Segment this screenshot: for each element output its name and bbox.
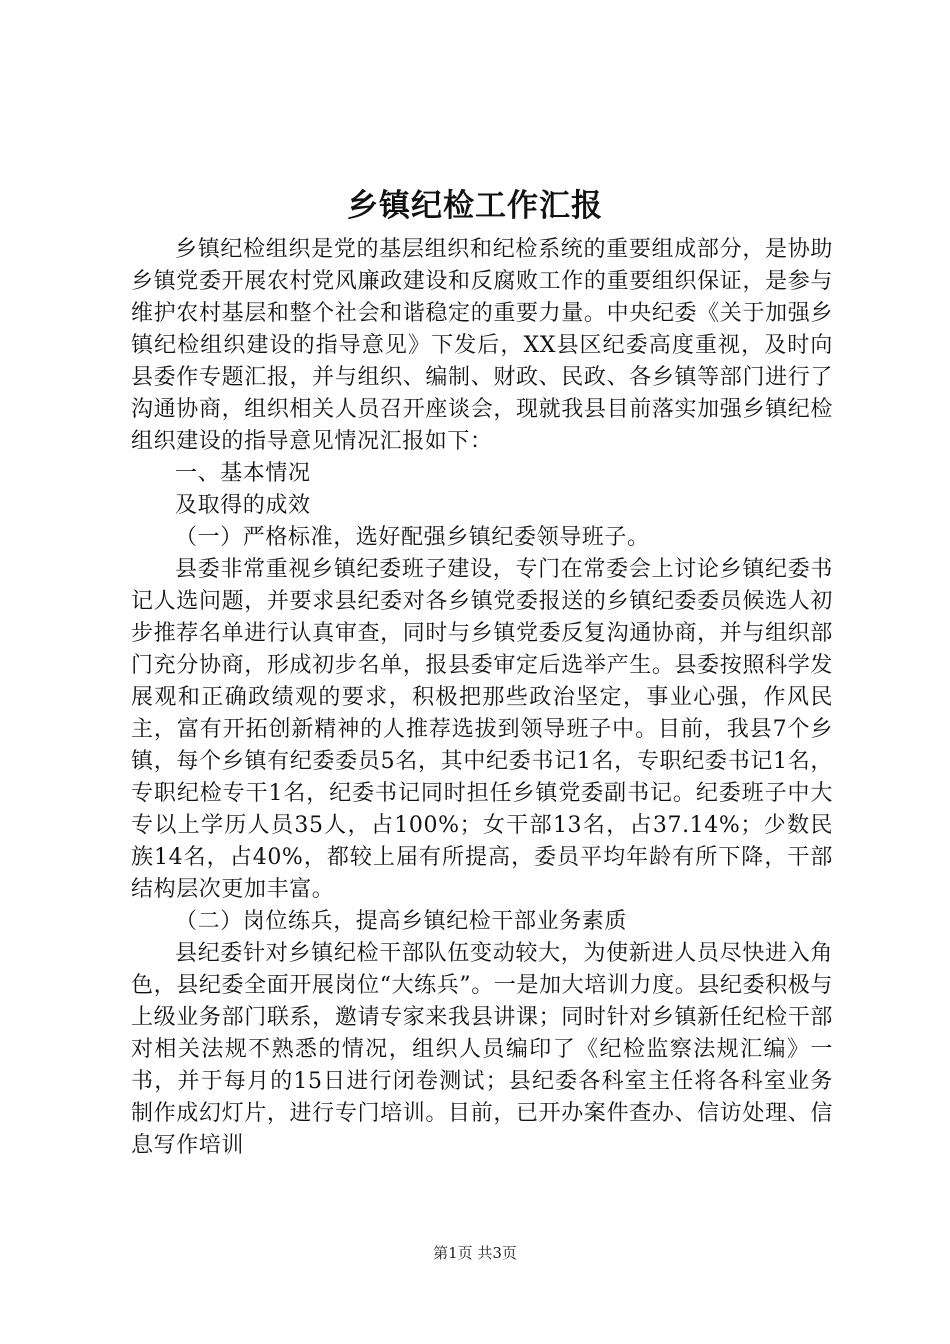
subsection-1-2-paragraph: 县纪委针对乡镇纪检干部队伍变动较大，为使新进人员尽快进入角色，县纪委全面开展岗位“大练兵”。一是加大培训力度。县纪委积极与上级业务部门联系，邀请专家来我县讲课；同时针对乡镇新任纪检干部对相关法规不熟悉的情况，组织人员编印了《纪检监察法规汇编》一书，并于每月的15日进行闭卷测试；县纪委各科室主任将各科室业务制作成幻灯片，进行专门培训。目前，已开办案件查办、信访处理、信息写作培训 bbox=[131, 941, 833, 1158]
subsection-1-1-paragraph: 县委非常重视乡镇纪委班子建设，专门在常委会上讨论乡镇纪委书记人选问题，并要求县纪委对各乡镇党委报送的乡镇纪委委员候选人初步推荐名单进行认真审查，同时与乡镇党委反复沟通协商，并与组织部门充分协商，形成初步名单，报县委审定后选举产生。县委按照科学发展观和正确政绩观的要求，积极把那些政治坚定，事业心强，作风民主，富有开拓创新精神的人推荐选拔到领导班子中。目前，我县7个乡镇，每个乡镇有纪委委员5名，其中纪委书记1名，专职纪委书记1名，专职纪检专干1名，纪委书记同时担任乡镇党委副书记。纪委班子中大专以上学历人员35人，占100%；女干部13名，占37.14%；少数民族14名，占40%，都较上届有所提高，委员平均年龄有所下降，干部结构层次更加丰富。 bbox=[131, 557, 833, 902]
section-heading-1-line1: 一、基本情况 bbox=[175, 461, 311, 486]
page-footer: 第1页 共3页 bbox=[433, 1244, 517, 1262]
section-heading-1-line2: 及取得的成效 bbox=[175, 493, 311, 518]
document-title: 乡镇纪检工作汇报 bbox=[347, 188, 603, 224]
subsection-heading-1-1: （一）严格标准，选好配强乡镇纪委领导班子。 bbox=[175, 525, 650, 550]
document-body bbox=[131, 234, 833, 1162]
subsection-heading-1-2: （二）岗位练兵，提高乡镇纪检干部业务素质 bbox=[175, 909, 628, 934]
intro-paragraph: 乡镇纪检组织是党的基层组织和纪检系统的重要组成部分，是协助乡镇党委开展农村党风廉政建设和反腐败工作的重要组织保证，是参与维护农村基层和整个社会和谐稳定的重要力量。中央纪委《关于加强乡镇纪检组织建设的指导意见》下发后，XX县区纪委高度重视，及时向县委作专题汇报，并与组织、编制、财政、民政、各乡镇等部门进行了沟通协商，组织相关人员召开座谈会，现就我县目前落实加强乡镇纪检组织建设的指导意见情况汇报如下： bbox=[131, 237, 833, 454]
